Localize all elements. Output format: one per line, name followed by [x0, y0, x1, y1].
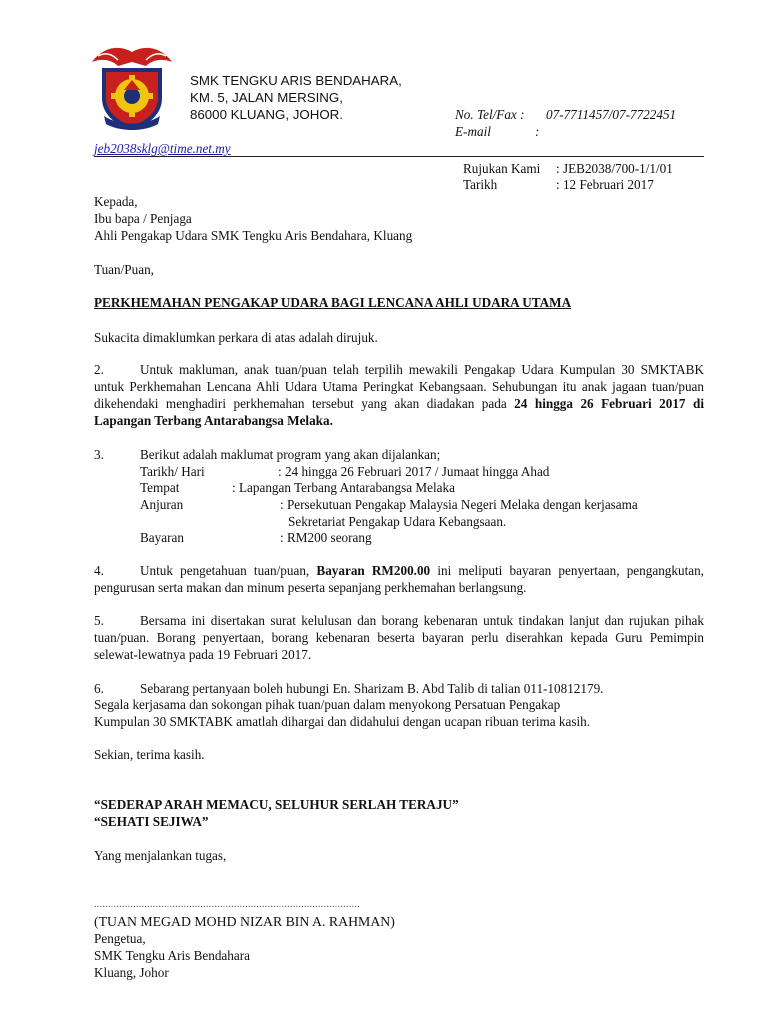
email-link[interactable]: jeb2038sklg@time.net.my [94, 141, 231, 156]
tarikh-value: : 12 Februari 2017 [556, 177, 654, 192]
paragraph-4-text-b: ini meliputi bayaran penyertaan, pengangkutan, pengurusan serta makan dan minum peserta sepanjang perkhemahan berlangsung. [94, 563, 704, 595]
paragraph-4 [94, 562, 704, 596]
motto-2: “SEHATI SEJIWA” [94, 814, 209, 829]
paragraph-2-bold: 24 hingga 26 Februari 2017 di Lapangan Terbang Antarabangsa Melaka. [94, 396, 705, 428]
signatory-title: Pengetua, [94, 931, 146, 946]
paragraph-5: Bersama ini disertakan surat kelulusan dan borang kebenaran untuk tindakan lanjut dan rujukan pihak tuan/puan. Borang penyertaan, borang kebenaran beserta bayaran perlu diserahkan kepada Guru Pemimpin selewat-lewatnya pada 19 Februari 2017. [94, 613, 704, 662]
email-colon: : [535, 124, 540, 139]
yang-menjalankan-tugas: Yang menjalankan tugas, [94, 848, 227, 863]
signatory-school: SMK Tengku Aris Bendahara [94, 948, 250, 963]
tarikh-label: Tarikh [463, 177, 498, 192]
paragraph-6-number: 6. [94, 681, 104, 696]
info-value-anjuran-cont: Sekretariat Pengakap Udara Kebangsaan. [288, 514, 507, 529]
paragraph-4-bold: Bayaran RM200.00 [309, 563, 431, 578]
address-line-1: KM. 5, JALAN MERSING, [190, 90, 343, 105]
tel-value: 07-7711457/07-7722451 [546, 107, 677, 122]
paragraph-4-text-a: Untuk pengetahuan tuan/puan, [140, 563, 310, 578]
paragraph-4-number: 4. [94, 563, 104, 578]
info-label-anjuran: Anjuran [140, 497, 184, 512]
info-label-tarikh: Tarikh/ Hari [140, 464, 205, 479]
info-value-tarikh: : 24 hingga 26 Februari 2017 / Jumaat hingga Ahad [278, 464, 550, 479]
recipient-line-1: Kepada, [94, 194, 138, 209]
rujukan-label: Rujukan Kami [463, 161, 541, 176]
paragraph-2-text: Untuk makluman, anak tuan/puan telah terpilih mewakili Pengakap Udara Kumpulan 30 SMKTABK untuk Perkhemahan Lencana Ahli Udara Utama Peringkat Kebangsaan. Sehubungan itu anak jagaan tuan/puan dikehendaki menghadiri perkhemahan tersebut yang akan diadakan pada [94, 362, 704, 411]
info-label-tempat: Tempat [140, 480, 180, 495]
header-divider [94, 156, 704, 157]
info-value-bayaran: : RM200 seorang [280, 530, 372, 545]
closing: Sekian, terima kasih. [94, 747, 205, 762]
paragraph-5-number: 5. [94, 613, 104, 628]
rujukan-value: : JEB2038/700-1/1/01 [556, 161, 673, 176]
tel-label: No. Tel/Fax : [455, 107, 525, 122]
salutation: Tuan/Puan, [94, 262, 154, 277]
motto-1: “SEDERAP ARAH MEMACU, SELUHUR SERLAH TERAJU” [94, 797, 459, 812]
signatory-name: (TUAN MEGAD MOHD NIZAR BIN A. RAHMAN) [94, 914, 395, 929]
paragraph-6-line-3: Kumpulan 30 SMKTABK amatlah dihargai dan didahului dengan ucapan ribuan terima kasih. [94, 714, 591, 729]
info-value-tempat: : Lapangan Terbang Antarabangsa Melaka [232, 480, 455, 495]
paragraph-6-line-1: Sebarang pertanyaan boleh hubungi En. Sharizam B. Abd Talib di talian 011-10812179. [140, 681, 604, 696]
school-crest-icon [88, 40, 176, 136]
paragraph-1: Sukacita dimaklumkan perkara di atas adalah dirujuk. [94, 330, 378, 345]
info-label-bayaran: Bayaran [140, 530, 184, 545]
paragraph-6-line-2: Segala kerjasama dan sokongan pihak tuan/puan dalam menyokong Persatuan Pengakap [94, 697, 561, 712]
paragraph-2 [94, 361, 704, 429]
paragraph-2-number: 2. [94, 362, 104, 377]
recipient-line-3: Ahli Pengakap Udara SMK Tengku Aris Bendahara, Kluang [94, 228, 413, 243]
school-name: SMK TENGKU ARIS BENDAHARA, [190, 73, 402, 88]
subject-line: PERKHEMAHAN PENGAKAP UDARA BAGI LENCANA AHLI UDARA UTAMA [94, 295, 572, 310]
paragraph-3-intro: Berikut adalah maklumat program yang akan dijalankan; [140, 447, 441, 462]
address-line-2: 86000 KLUANG, JOHOR. [190, 107, 343, 122]
info-value-anjuran: : Persekutuan Pengakap Malaysia Negeri Melaka dengan kerjasama [280, 497, 638, 512]
signature-line: ............................................................................................... [94, 899, 360, 910]
signatory-place: Kluang, Johor [94, 965, 169, 980]
paragraph-3-number: 3. [94, 447, 104, 462]
recipient-line-2: Ibu bapa / Penjaga [94, 211, 192, 226]
email-label: E-mail [455, 124, 491, 139]
